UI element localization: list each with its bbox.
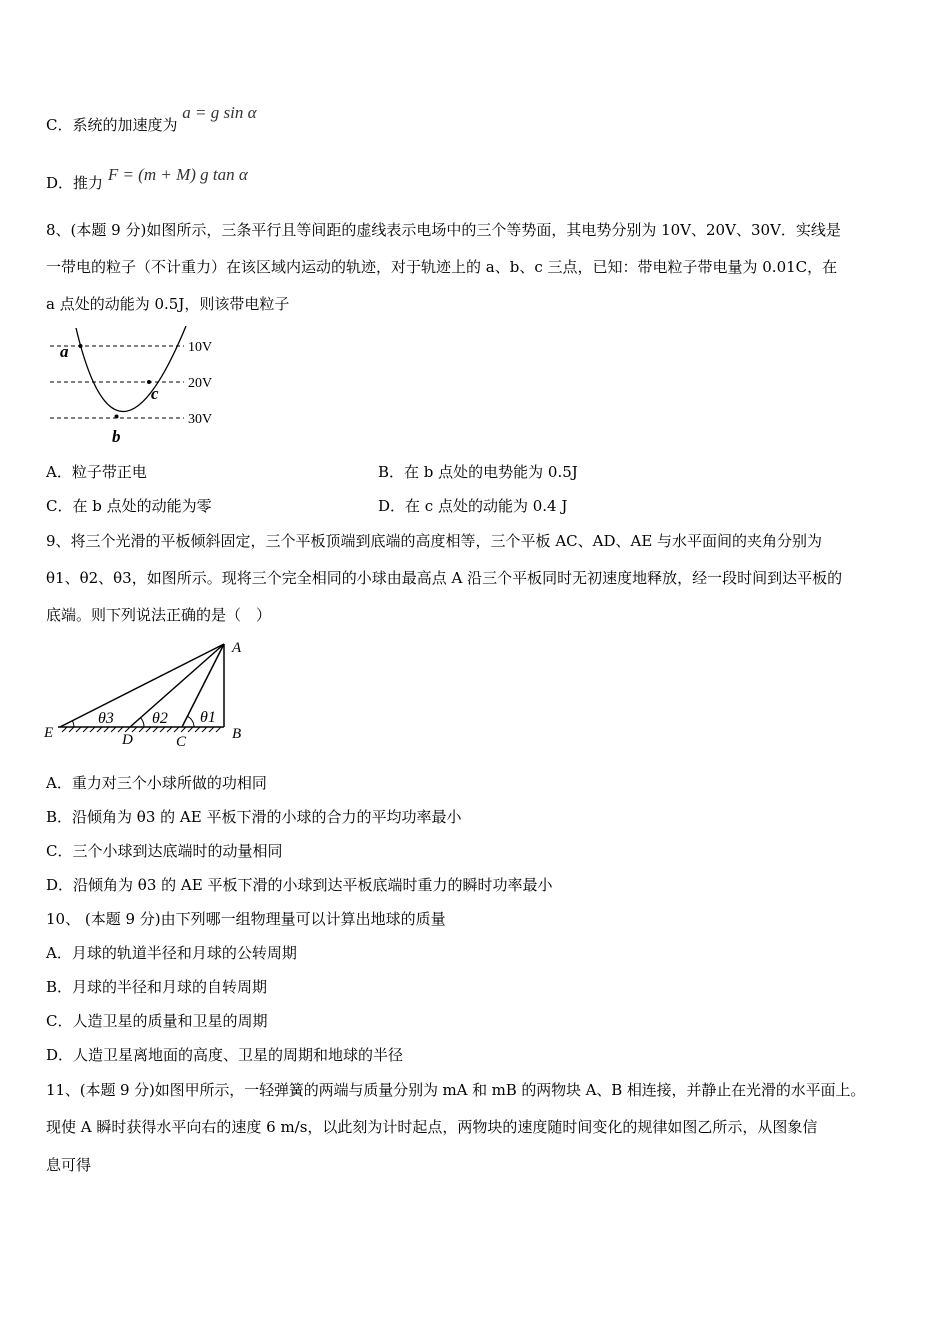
point-b-dot (115, 415, 119, 419)
q11-stem-line-2: 现使 A 瞬时获得水平向右的速度 6 m/s，以此刻为计时起点，两物块的速度随时间变化的规律如图乙所示，从图象信 (46, 1118, 818, 1136)
q8-stem-line-2: 一带电的粒子（不计重力）在该区域内运动的轨迹，对于轨迹上的 a、b、c 三点，已知：带电粒子带电量为 0.01C，在 (46, 258, 838, 276)
q7-option-d-label: D．推力 (46, 174, 104, 192)
q11-stem-line-1: 11、(本题 9 分)如图甲所示，一轻弹簧的两端与质量分别为 mA 和 mB 的两物块 A、B 相连接，并静止在光滑的水平面上。 (46, 1081, 866, 1099)
q9-stem-line-1: 9、将三个光滑的平板倾斜固定，三个平板顶端到底端的高度相等，三个平板 AC、AD、AE 与水平面间的夹角分别为 (46, 532, 823, 550)
q8-stem-line-3: a 点处的动能为 0.5J，则该带电粒子 (46, 295, 290, 313)
label-C: C (176, 734, 187, 748)
label-point-b: b (112, 427, 121, 446)
q10-option-b: B．月球的半径和月球的自转周期 (46, 978, 268, 996)
q9-stem-line-3: 底端。则下列说法正确的是（ ） (46, 606, 272, 624)
q7-option-c-label: C．系统的加速度为 (46, 116, 178, 134)
angle-arc-theta2 (141, 718, 145, 727)
q10-option-d: D．人造卫星离地面的高度、卫星的周期和地球的半径 (46, 1046, 404, 1064)
q9-option-d: D．沿倾角为 θ3 的 AE 平板下滑的小球到达平板底端时重力的瞬时功率最小 (46, 876, 553, 894)
q10-stem: 10、 (本题 9 分)由下列哪一组物理量可以计算出地球的质量 (46, 910, 446, 928)
q10-option-c: C．人造卫星的质量和卫星的周期 (46, 1012, 268, 1030)
label-theta1: θ1 (200, 709, 216, 726)
point-a-dot (79, 344, 83, 348)
label-point-a: a (60, 342, 69, 361)
label-D: D (122, 732, 133, 748)
particle-trajectory (76, 326, 186, 412)
q7-option-d (46, 165, 248, 193)
q8-option-d: D．在 c 点处的动能为 0.4 J (378, 497, 568, 515)
angle-arc-theta3 (73, 721, 75, 727)
q9-inclined-planes-figure (42, 636, 252, 748)
q7-option-d-formula: F = (m + M) g tan α (107, 165, 248, 184)
label-30v: 30V (188, 412, 213, 427)
q7-option-c (46, 103, 257, 135)
label-B: B (232, 726, 242, 742)
label-theta2: θ2 (152, 710, 168, 727)
label-point-c: c (151, 384, 159, 403)
label-20v: 20V (188, 376, 213, 391)
label-A: A (232, 640, 242, 656)
q9-option-b: B．沿倾角为 θ3 的 AE 平板下滑的小球的合力的平均功率最小 (46, 808, 462, 826)
angle-arc-theta1 (187, 716, 194, 727)
q9-stem-line-2: θ1、θ2、θ3，如图所示。现将三个完全相同的小球由最高点 A 沿三个平板同时无初速度地释放，经一段时间到达平板的 (46, 569, 843, 587)
q8-option-c: C．在 b 点处的动能为零 (46, 497, 212, 515)
q8-stem-line-1: 8、(本题 9 分)如图所示，三条平行且等间距的虚线表示电场中的三个等势面，其电势分别为 10V、20V、30V．实线是 (46, 221, 841, 239)
q7-option-c-formula: a = g sin α (182, 103, 257, 122)
label-10v: 10V (188, 340, 213, 355)
q8-option-b: B．在 b 点处的电势能为 0.5J (378, 463, 578, 481)
label-E: E (44, 725, 54, 741)
label-theta3: θ3 (98, 710, 114, 727)
q8-option-a: A．粒子带正电 (46, 463, 147, 481)
q9-option-c: C．三个小球到达底端时的动量相同 (46, 842, 283, 860)
q9-option-a: A．重力对三个小球所做的功相同 (46, 774, 267, 792)
q10-option-a: A．月球的轨道半径和月球的公转周期 (46, 944, 297, 962)
q8-equipotential-figure (46, 326, 226, 448)
q11-stem-line-3: 息可得 (46, 1156, 92, 1174)
